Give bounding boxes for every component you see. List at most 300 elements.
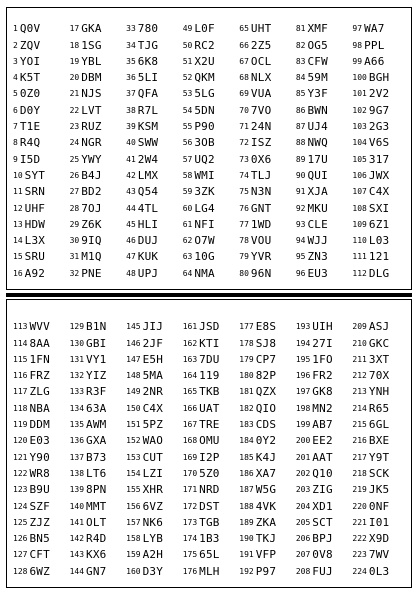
code-entry <box>183 116 240 132</box>
code-entry <box>239 414 296 430</box>
code-entry <box>183 132 240 148</box>
entry-code: XD1 <box>312 499 333 513</box>
entry-code: 2NR <box>142 385 164 399</box>
entry-number: 31 <box>69 252 80 262</box>
entry-code: 6K8 <box>137 54 159 68</box>
entry-code: AAT <box>312 450 333 464</box>
entry-number: 98 <box>352 40 363 50</box>
entry-number: 16 <box>13 268 23 278</box>
entry-code: Q54 <box>137 185 159 199</box>
entry-number: 118 <box>13 403 28 413</box>
entry-number: 58 <box>182 170 193 180</box>
code-column <box>70 18 127 283</box>
entry-number: 224 <box>352 566 367 576</box>
entry-number: 156 <box>126 501 141 511</box>
code-entry <box>296 397 353 413</box>
code-entry <box>296 463 353 479</box>
entry-number: 37 <box>126 89 136 99</box>
entry-code: ZKA <box>255 515 277 529</box>
entry-number: 125 <box>13 517 28 527</box>
entry-number: 95 <box>295 252 306 262</box>
code-column <box>126 18 183 283</box>
entry-code: JK5 <box>368 483 390 497</box>
code-entry <box>13 495 70 511</box>
entry-code: 6VZ <box>142 499 164 513</box>
entry-number: 20 <box>69 73 80 83</box>
code-entry <box>13 316 70 332</box>
entry-number: 34 <box>126 40 136 50</box>
entry-code: 0X6 <box>250 152 272 166</box>
entry-number: 7 <box>13 122 18 132</box>
code-column <box>13 316 70 581</box>
code-entry <box>352 446 409 462</box>
code-entry <box>13 132 70 148</box>
entry-number: 139 <box>69 485 85 495</box>
entry-code: NFI <box>194 217 215 231</box>
entry-code: 3OB <box>194 136 215 150</box>
entry-number: 61 <box>182 219 193 229</box>
code-entry <box>352 197 409 213</box>
code-entry <box>239 51 296 67</box>
entry-code: WVV <box>29 320 50 334</box>
code-entry <box>239 148 296 164</box>
entry-code: GBI <box>86 336 107 350</box>
entry-number: 200 <box>295 436 311 446</box>
entry-code: WR8 <box>29 466 50 480</box>
code-entry <box>183 397 240 413</box>
code-entry <box>13 332 70 348</box>
entry-number: 199 <box>295 420 311 430</box>
entry-code: LT6 <box>86 466 107 480</box>
code-entry <box>70 528 127 544</box>
entry-number: 102 <box>352 105 367 115</box>
entry-code: 1B3 <box>199 532 220 546</box>
code-entry <box>13 544 70 560</box>
code-entry <box>183 230 240 246</box>
entry-number: 190 <box>239 534 254 544</box>
code-entry <box>13 479 70 495</box>
entry-number: 11 <box>13 187 23 197</box>
entry-code: CDS <box>255 418 277 432</box>
entry-number: 46 <box>126 236 136 246</box>
entry-code: 5LG <box>194 87 215 101</box>
code-column <box>126 316 183 581</box>
code-entry <box>13 165 70 181</box>
code-entry <box>239 544 296 560</box>
entry-code: LZI <box>142 466 164 480</box>
entry-code: NBA <box>29 401 50 415</box>
entry-code: QZX <box>255 385 277 399</box>
entry-code: SRU <box>24 250 46 264</box>
entry-number: 115 <box>13 354 28 364</box>
entry-number: 120 <box>13 436 28 446</box>
entry-number: 80 <box>239 268 249 278</box>
code-entry <box>126 349 183 365</box>
entry-number: 29 <box>69 219 80 229</box>
entry-number: 142 <box>69 534 85 544</box>
entry-code: YIZ <box>86 369 107 383</box>
entry-code: R4D <box>86 532 107 546</box>
entry-code: GXA <box>86 434 107 448</box>
code-entry <box>296 349 353 365</box>
entry-code: X2U <box>194 54 215 68</box>
entry-number: 174 <box>182 534 198 544</box>
code-entry <box>70 332 127 348</box>
entry-number: 132 <box>69 371 85 381</box>
entry-code: RUZ <box>81 120 102 134</box>
code-entry <box>296 116 353 132</box>
entry-code: V6S <box>368 136 390 150</box>
code-entry <box>13 512 70 528</box>
code-column <box>296 18 353 283</box>
entry-number: 186 <box>239 468 254 478</box>
entry-code: E03 <box>29 434 50 448</box>
entry-number: 172 <box>182 501 198 511</box>
entry-number: 99 <box>352 56 363 66</box>
entry-code: NWQ <box>307 136 328 150</box>
entry-number: 131 <box>69 354 85 364</box>
entry-code: 1FO <box>312 352 333 366</box>
entry-code: TGB <box>199 515 220 529</box>
entry-code: BGH <box>368 71 390 85</box>
code-entry <box>70 463 127 479</box>
code-entry <box>13 214 70 230</box>
entry-code: Y3F <box>307 87 328 101</box>
code-entry <box>352 67 409 83</box>
entry-code: 0Y2 <box>255 434 277 448</box>
entry-number: 8 <box>13 138 18 148</box>
entry-code: YBL <box>81 54 102 68</box>
entry-code: NJS <box>81 87 102 101</box>
entry-number: 14 <box>13 236 23 246</box>
entry-code: PNE <box>81 266 102 280</box>
entry-number: 64 <box>182 268 193 278</box>
code-entry <box>13 560 70 576</box>
entry-code: 5MA <box>142 369 164 383</box>
code-entry <box>296 381 353 397</box>
entry-code: B9U <box>29 483 50 497</box>
entry-code: R7L <box>137 103 159 117</box>
entry-code: UJ4 <box>307 120 328 134</box>
code-entry <box>70 67 127 83</box>
entry-code: WAO <box>142 434 164 448</box>
code-entry <box>13 148 70 164</box>
entry-code: SXI <box>368 201 390 215</box>
code-entry <box>296 148 353 164</box>
entry-number: 74 <box>239 170 249 180</box>
entry-code: 0V8 <box>312 548 333 562</box>
code-entry <box>352 414 409 430</box>
entry-code: I01 <box>368 515 390 529</box>
code-grid <box>13 316 409 581</box>
entry-code: BXE <box>368 434 390 448</box>
entry-number: 82 <box>295 40 306 50</box>
code-entry <box>352 34 409 50</box>
entry-number: 91 <box>295 187 306 197</box>
entry-code: 7OJ <box>81 201 102 215</box>
code-entry <box>126 214 183 230</box>
entry-number: 122 <box>13 468 28 478</box>
entry-code: UHT <box>250 22 272 36</box>
code-entry <box>13 116 70 132</box>
divider <box>6 293 412 297</box>
entry-code: YVR <box>250 250 272 264</box>
entry-number: 50 <box>182 40 193 50</box>
entry-number: 106 <box>352 170 367 180</box>
entry-code: VFP <box>255 548 277 562</box>
entry-number: 35 <box>126 56 136 66</box>
code-entry <box>296 230 353 246</box>
entry-code: JWX <box>368 168 390 182</box>
entry-code: 70X <box>368 369 390 383</box>
entry-number: 51 <box>182 56 193 66</box>
code-entry <box>239 67 296 83</box>
code-column <box>352 18 409 283</box>
code-entry <box>13 181 70 197</box>
code-entry <box>183 246 240 262</box>
code-entry <box>70 51 127 67</box>
entry-number: 127 <box>13 550 28 560</box>
entry-code: 5DN <box>194 103 215 117</box>
entry-number: 182 <box>239 403 254 413</box>
entry-number: 25 <box>69 154 80 164</box>
entry-code: LG4 <box>194 201 215 215</box>
entry-number: 59 <box>182 187 193 197</box>
entry-number: 130 <box>69 338 85 348</box>
entry-number: 69 <box>239 89 249 99</box>
entry-code: A92 <box>24 266 46 280</box>
entry-number: 27 <box>69 187 80 197</box>
entry-code: 9G7 <box>368 103 390 117</box>
code-entry <box>70 214 127 230</box>
entry-code: BN5 <box>29 532 50 546</box>
entry-code: 96N <box>250 266 272 280</box>
code-entry <box>126 381 183 397</box>
entry-number: 136 <box>69 436 85 446</box>
code-column <box>70 316 127 581</box>
entry-number: 164 <box>182 371 198 381</box>
entry-code: ASJ <box>368 320 390 334</box>
code-entry <box>13 430 70 446</box>
entry-number: 129 <box>69 322 85 332</box>
entry-code: O7W <box>194 234 215 248</box>
entry-number: 123 <box>13 485 28 495</box>
code-entry <box>352 397 409 413</box>
entry-number: 148 <box>126 371 141 381</box>
entry-code: A2H <box>142 548 164 562</box>
entry-number: 56 <box>182 138 193 148</box>
entry-code: UHF <box>24 201 46 215</box>
code-entry <box>126 197 183 213</box>
entry-number: 128 <box>13 566 28 576</box>
code-entry <box>352 381 409 397</box>
entry-number: 198 <box>295 403 311 413</box>
code-entry <box>183 34 240 50</box>
entry-number: 214 <box>352 403 367 413</box>
entry-code: MMT <box>86 499 107 513</box>
entry-number: 140 <box>69 501 85 511</box>
entry-code: 0NF <box>368 499 390 513</box>
entry-code: XMF <box>307 22 328 36</box>
code-entry <box>183 479 240 495</box>
entry-number: 33 <box>126 24 136 34</box>
code-entry <box>13 397 70 413</box>
code-entry <box>126 262 183 278</box>
code-entry <box>239 446 296 462</box>
entry-number: 53 <box>182 89 193 99</box>
code-entry <box>239 397 296 413</box>
entry-number: 197 <box>295 387 311 397</box>
entry-number: 96 <box>295 268 306 278</box>
code-entry <box>70 262 127 278</box>
entry-number: 113 <box>13 322 28 332</box>
entry-number: 2 <box>13 40 18 50</box>
entry-number: 206 <box>295 534 311 544</box>
entry-code: DDM <box>29 418 50 432</box>
code-block-1 <box>6 7 412 290</box>
entry-code: MKU <box>307 201 328 215</box>
entry-number: 40 <box>126 138 136 148</box>
code-entry <box>183 214 240 230</box>
entry-code: DBM <box>81 71 102 85</box>
code-entry <box>296 430 353 446</box>
entry-number: 160 <box>126 566 141 576</box>
code-entry <box>239 230 296 246</box>
entry-number: 215 <box>352 420 367 430</box>
entry-number: 196 <box>295 371 311 381</box>
entry-number: 44 <box>126 203 136 213</box>
entry-number: 76 <box>239 203 249 213</box>
entry-number: 194 <box>295 338 311 348</box>
entry-number: 171 <box>182 485 198 495</box>
entry-number: 93 <box>295 219 306 229</box>
entry-number: 150 <box>126 403 141 413</box>
entry-code: KUK <box>137 250 159 264</box>
code-entry <box>296 165 353 181</box>
entry-number: 203 <box>295 485 311 495</box>
entry-number: 48 <box>126 268 136 278</box>
code-entry <box>70 246 127 262</box>
entry-number: 85 <box>295 89 306 99</box>
entry-code: GK8 <box>312 385 333 399</box>
entry-number: 151 <box>126 420 141 430</box>
entry-code: XJA <box>307 185 328 199</box>
entry-code: TKB <box>199 385 220 399</box>
entry-number: 111 <box>352 252 367 262</box>
code-entry <box>126 165 183 181</box>
entry-code: L0F <box>194 22 215 36</box>
entry-code: SCK <box>368 466 390 480</box>
code-entry <box>126 512 183 528</box>
code-entry <box>126 316 183 332</box>
code-entry <box>296 528 353 544</box>
entry-code: CLE <box>307 217 328 231</box>
code-entry <box>239 463 296 479</box>
entry-code: L3X <box>24 234 46 248</box>
entry-number: 22 <box>69 105 80 115</box>
code-entry <box>183 528 240 544</box>
entry-number: 145 <box>126 322 141 332</box>
code-entry <box>13 365 70 381</box>
entry-code: 119 <box>199 369 220 383</box>
entry-code: OLT <box>86 515 107 529</box>
entry-code: 1FN <box>29 352 50 366</box>
entry-code: FUJ <box>312 564 333 578</box>
code-entry <box>126 479 183 495</box>
entry-number: 138 <box>69 468 85 478</box>
entry-number: 124 <box>13 501 28 511</box>
entry-code: BD2 <box>81 185 102 199</box>
entry-code: D3Y <box>142 564 164 578</box>
entry-code: E5H <box>142 352 164 366</box>
entry-number: 60 <box>182 203 193 213</box>
code-entry <box>239 430 296 446</box>
entry-code: M1Q <box>81 250 102 264</box>
entry-code: HDW <box>24 217 46 231</box>
entry-code: VY1 <box>86 352 107 366</box>
code-entry <box>70 116 127 132</box>
entry-number: 90 <box>295 170 306 180</box>
entry-number: 21 <box>69 89 80 99</box>
entry-number: 10 <box>13 170 23 180</box>
code-entry <box>296 99 353 115</box>
code-entry <box>13 51 70 67</box>
entry-code: 7DU <box>199 352 220 366</box>
entry-number: 209 <box>352 322 367 332</box>
code-entry <box>126 332 183 348</box>
entry-number: 116 <box>13 371 28 381</box>
code-entry <box>239 316 296 332</box>
code-entry <box>70 495 127 511</box>
entry-number: 55 <box>182 122 193 132</box>
entry-code: NK6 <box>142 515 164 529</box>
code-entry <box>126 495 183 511</box>
entry-number: 62 <box>182 236 193 246</box>
entry-code: OCL <box>250 54 272 68</box>
entry-number: 158 <box>126 534 141 544</box>
entry-code: 2JF <box>142 336 164 350</box>
code-entry <box>296 18 353 34</box>
entry-number: 6 <box>13 105 18 115</box>
entry-number: 147 <box>126 354 141 364</box>
entry-number: 4 <box>13 73 18 83</box>
entry-number: 119 <box>13 420 28 430</box>
code-entry <box>239 214 296 230</box>
entry-code: GKC <box>368 336 390 350</box>
entry-number: 149 <box>126 387 141 397</box>
entry-number: 71 <box>239 122 249 132</box>
entry-code: SJ8 <box>255 336 277 350</box>
entry-code: 121 <box>368 250 390 264</box>
entry-number: 32 <box>69 268 80 278</box>
entry-number: 152 <box>126 436 141 446</box>
entry-number: 181 <box>239 387 254 397</box>
entry-code: 2G3 <box>368 120 390 134</box>
code-entry <box>352 560 409 576</box>
code-column <box>13 18 70 283</box>
entry-code: 7VO <box>250 103 272 117</box>
code-entry <box>183 365 240 381</box>
code-entry <box>126 528 183 544</box>
entry-number: 9 <box>13 154 18 164</box>
code-entry <box>126 51 183 67</box>
entry-number: 17 <box>69 24 80 34</box>
entry-number: 63 <box>182 252 193 262</box>
code-entry <box>296 197 353 213</box>
entry-number: 159 <box>126 550 141 560</box>
code-entry <box>126 365 183 381</box>
code-entry <box>126 544 183 560</box>
